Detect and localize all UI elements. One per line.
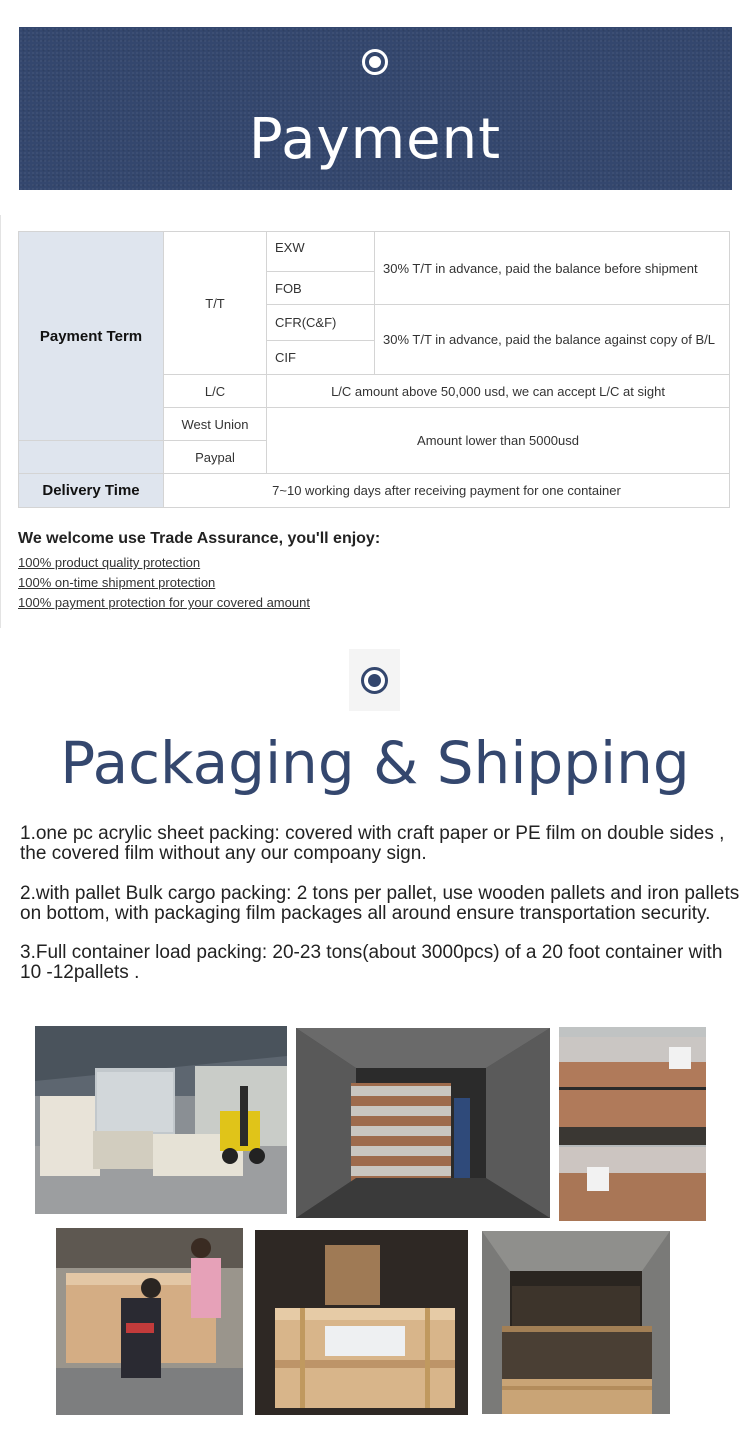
pallet-stack-photo xyxy=(559,1027,706,1221)
tt-cell: T/T xyxy=(164,232,267,375)
shipment-protection-link[interactable]: 100% on-time shipment protection xyxy=(18,575,216,590)
west-union-cell: West Union xyxy=(164,408,267,441)
delivery-time-header: Delivery Time xyxy=(19,474,164,508)
payment-protection-link[interactable]: 100% payment protection for your covered amount xyxy=(18,595,310,610)
fob-cell: FOB xyxy=(267,272,375,305)
tt-advance-cell: 30% T/T in advance, paid the balance before shipment xyxy=(375,232,730,305)
container-sheets-photo xyxy=(482,1231,670,1414)
packaging-paragraph-3: 3.Full container load packing: 20-23 tons(about 3000pcs) of a 20 foot container with 10 -12pallets . xyxy=(20,942,723,983)
radio-target-icon xyxy=(362,49,388,75)
trade-assurance-title: We welcome use Trade Assurance, you'll enjoy: xyxy=(18,530,381,547)
cif-cell: CIF xyxy=(267,341,375,375)
container-loading-photo xyxy=(296,1028,550,1218)
divider xyxy=(0,215,1,628)
tt-bl-cell: 30% T/T in advance, paid the balance against copy of B/L xyxy=(375,305,730,375)
paypal-cell: Paypal xyxy=(164,441,267,474)
lc-desc-cell: L/C amount above 50,000 usd, we can accept L/C at sight xyxy=(267,375,730,408)
cfr-cell: CFR(C&F) xyxy=(267,305,375,341)
payment-term-header: Payment Term xyxy=(19,232,164,441)
warehouse-photo xyxy=(35,1026,287,1214)
payment-term-spacer xyxy=(19,441,164,474)
payment-table xyxy=(18,231,730,508)
workers-packing-photo xyxy=(56,1228,243,1415)
quality-protection-link[interactable]: 100% product quality protection xyxy=(18,555,201,570)
exw-cell: EXW xyxy=(267,232,375,272)
lc-cell: L/C xyxy=(164,375,267,408)
packaging-title: Packaging & Shipping xyxy=(60,729,690,797)
amount-lower-cell: Amount lower than 5000usd xyxy=(267,408,730,474)
radio-target-icon xyxy=(361,667,388,694)
crate-photo xyxy=(255,1230,468,1415)
packaging-paragraph-2: 2.with pallet Bulk cargo packing: 2 tons per pallet, use wooden pallets and iron pallets on bottom, with packaging film packages all around ensure transportation security. xyxy=(20,883,740,924)
delivery-desc-cell: 7~10 working days after receiving payment for one container xyxy=(164,474,730,508)
payment-title: Payment xyxy=(248,107,502,172)
packaging-paragraph-1: 1.one pc acrylic sheet packing: covered with craft paper or PE film on double sides , the covered film without any our compoany sign. xyxy=(20,823,725,864)
